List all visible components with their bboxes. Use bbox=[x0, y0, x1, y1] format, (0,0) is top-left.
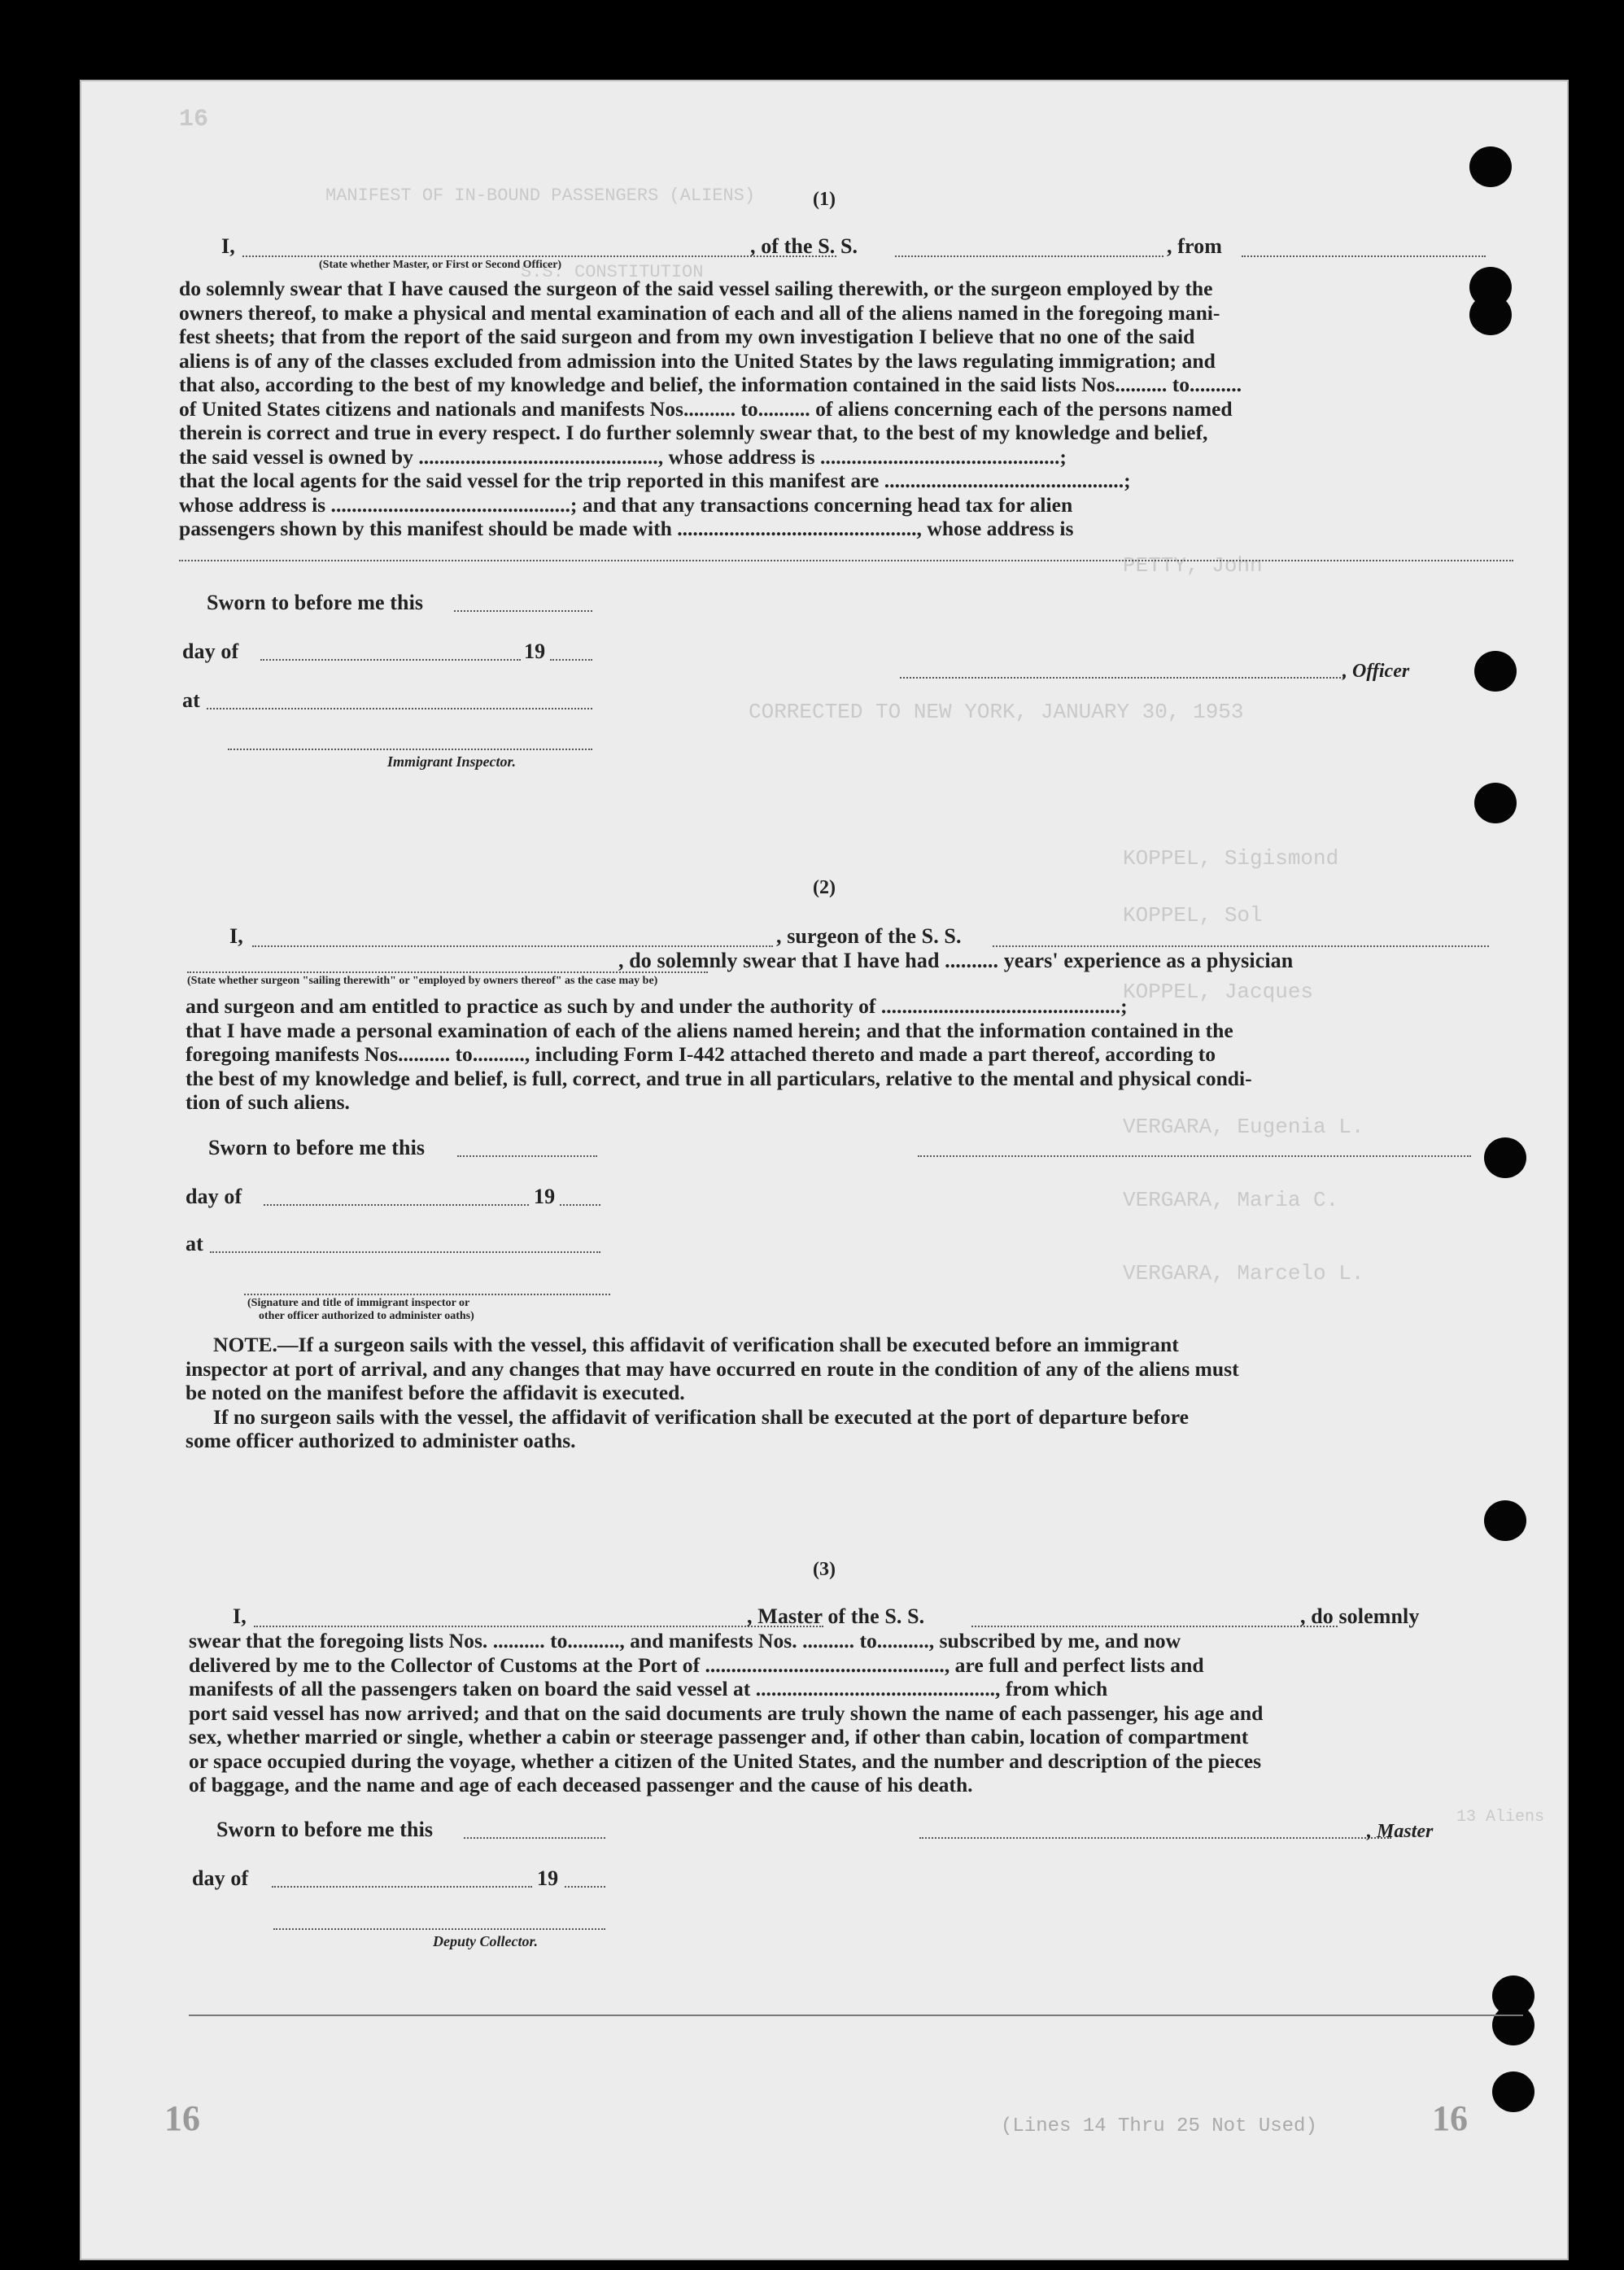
punch-hole bbox=[1484, 1500, 1526, 1541]
day-field-3[interactable] bbox=[272, 1886, 532, 1888]
oath-1-vessel-label: , of the S. S. bbox=[750, 234, 858, 258]
sworn-label-3: Sworn to before me this bbox=[216, 1818, 434, 1841]
section-2-number: (2) bbox=[813, 877, 836, 898]
year-field-2[interactable] bbox=[560, 1204, 600, 1206]
bleed-entry: KOPPEL, Jacques bbox=[1123, 980, 1314, 1004]
bleed-entry: KOPPEL, Sigismond bbox=[1123, 846, 1339, 871]
signature-caption-line-2: other officer authorized to administer oaths) bbox=[259, 1310, 474, 1322]
at-field-2[interactable] bbox=[210, 1251, 600, 1253]
punch-hole bbox=[1474, 783, 1517, 823]
master-signature-field[interactable] bbox=[919, 1837, 1391, 1839]
sworn-date-field-3[interactable] bbox=[464, 1837, 605, 1839]
punch-hole bbox=[1469, 146, 1512, 187]
punch-hole bbox=[1492, 2005, 1535, 2045]
sworn-date-field-2[interactable] bbox=[457, 1155, 597, 1157]
year-label-2: 19 bbox=[534, 1185, 556, 1208]
manifest-page bbox=[80, 80, 1569, 2260]
officer-caption: (State whether Master, or First or Second Officer) bbox=[319, 259, 562, 271]
sworn-label-1: Sworn to before me this bbox=[207, 591, 424, 614]
year-label-3: 19 bbox=[537, 1866, 559, 1890]
page-number-bottom-right: 16 bbox=[1432, 2098, 1468, 2138]
punch-hole bbox=[1474, 651, 1517, 692]
bleed-header: MANIFEST OF IN-BOUND PASSENGERS (ALIENS) bbox=[325, 186, 756, 206]
bottom-rule bbox=[189, 2015, 1523, 2016]
authorized-officer-signature-field[interactable] bbox=[244, 1294, 610, 1295]
oath-3-vessel-label: , Master of the S. S. bbox=[747, 1604, 925, 1628]
punch-hole bbox=[1484, 1137, 1526, 1178]
page-number-bottom-left: 16 bbox=[164, 2098, 200, 2138]
oath-2-experience: , do solemnly swear that I have had .......... years' experience as a physician bbox=[618, 949, 1294, 972]
oath-2-body: and surgeon and am entitled to practice as such by and under the authority of ..............................................; that I have made a personal examination of each of the aliens named herein; and that the information contained in the foregoing manifests Nos.......... to.........., including Form I-442 attached thereto and made a part thereof, according to the best of my knowledge and belief, is full, correct, and true in all particulars, relative to the mental and physical condi- tion of such aliens. bbox=[186, 994, 1252, 1114]
day-field-1[interactable] bbox=[260, 659, 521, 661]
surgeon-name-field[interactable] bbox=[252, 945, 773, 947]
oath-3-prefix: I, bbox=[233, 1604, 247, 1628]
oath-3-solemnly-label: , do solemnly bbox=[1300, 1604, 1420, 1628]
note-text: NOTE.—If a surgeon sails with the vessel, this affidavit of verification shall be executed before an immigrant inspector at port of arrival, and any changes that may have occurred en route in the condition of any of the aliens must be noted on the manifest before the affidavit is executed. If no surgeon sails with the vessel, the affidavit of verification shall be executed at the port of departure before some officer authorized to administer oaths. bbox=[186, 1333, 1239, 1452]
officer-name-field[interactable] bbox=[242, 255, 836, 257]
year-field-3[interactable] bbox=[565, 1886, 605, 1888]
day-of-label-2: day of bbox=[186, 1185, 242, 1208]
bleed-entry: VERGARA, Maria C. bbox=[1123, 1188, 1339, 1212]
oath-2-prefix: I, bbox=[229, 924, 243, 948]
master-label: , Master bbox=[1367, 1821, 1434, 1842]
at-label-1: at bbox=[182, 688, 200, 712]
collector-signature-field[interactable] bbox=[273, 1928, 605, 1930]
signature-caption-line-1: (Signature and title of immigrant inspector or bbox=[247, 1297, 470, 1309]
oath-2-vessel-label: , surgeon of the S. S. bbox=[776, 924, 962, 948]
inspector-caption: Immigrant Inspector. bbox=[387, 753, 517, 770]
bleed-bottom-note: (Lines 14 Thru 25 Not Used) bbox=[1001, 2115, 1317, 2137]
at-label-2: at bbox=[186, 1232, 203, 1255]
oath-1-body: do solemnly swear that I have caused the surgeon of the said vessel sailing therewith, or the surgeon employed by the owners thereof, to make a physical and mental examination of each and all of the aliens named in the foregoing mani- fest sheets; that from the report of the said surgeon and from my own investigation I believe that no one of the said aliens is of any of the classes excluded from admission into the United States by the laws regulating immigration; and that also, according to the best of my knowledge and belief, the information contained in the said lists Nos.......... to.......... of United States citizens and nationals and manifests Nos.......... to.......... of aliens concerning each of the persons named therein is correct and true in every respect. I do further solemnly swear that, to the best of my knowledge and belief, the said vessel is owned by .............................................., whose address is ..............................................; that the local agents for the said vessel for the trip reported in this manifest are ..............................................; whose address is ..............................................; and that any transactions concerning head tax for alien passengers shown by this manifest should be made with .............................................., whose address is bbox=[179, 277, 1242, 540]
surgeon-caption: (State whether surgeon "sailing therewith" or "employed by owners thereof" as the case may be) bbox=[187, 975, 658, 987]
collector-caption: Deputy Collector. bbox=[433, 1933, 538, 1949]
surgeon-signature-field[interactable] bbox=[918, 1155, 1471, 1157]
bleed-entry: KOPPEL, Sol bbox=[1123, 903, 1263, 928]
section-1-number: (1) bbox=[813, 189, 836, 210]
year-label-1: 19 bbox=[524, 640, 546, 663]
oath-3-body: swear that the foregoing lists Nos. .......... to.........., and manifests Nos. .......... to.........., subscribed by me, and now delivered by me to the Collector of Customs at the Port of .............................................., are full and perfect lists and manifests of all the passengers taken on board the said vessel at .............................................., from which port said vessel has now arrived; and that on the said documents are truly shown the name of each passenger, his age and sex, whether married or single, whether a cabin or steerage passenger and, if other than cabin, location of compartment or space occupied during the voyage, whether a citizen of the United States, and the number and description of the pieces of baggage, and the name and age of each deceased passenger and the cause of his death. bbox=[189, 1629, 1264, 1796]
from-field[interactable] bbox=[1242, 255, 1486, 257]
day-of-label-1: day of bbox=[182, 640, 239, 663]
sworn-date-field-1[interactable] bbox=[454, 610, 592, 612]
master-name-field[interactable] bbox=[254, 1626, 823, 1627]
day-of-label-3: day of bbox=[192, 1866, 249, 1890]
day-field-2[interactable] bbox=[264, 1204, 529, 1206]
head-tax-address-field[interactable] bbox=[179, 560, 1513, 561]
at-field-1[interactable] bbox=[207, 708, 592, 709]
oath-1-prefix: I, bbox=[221, 234, 235, 258]
master-vessel-field[interactable] bbox=[971, 1626, 1338, 1627]
year-field-1[interactable] bbox=[550, 659, 592, 661]
bleed-entry: PETTY, John bbox=[1123, 553, 1263, 578]
officer-signature-field[interactable] bbox=[900, 677, 1344, 679]
sworn-label-2: Sworn to before me this bbox=[208, 1136, 426, 1159]
oath-1-from-label: , from bbox=[1167, 234, 1222, 258]
inspector-signature-field[interactable] bbox=[228, 749, 592, 750]
bleed-entry: CORRECTED TO NEW YORK, JANUARY 30, 1953 bbox=[749, 700, 1244, 724]
surgeon-vessel-field[interactable] bbox=[993, 945, 1489, 947]
vessel-field[interactable] bbox=[895, 255, 1163, 257]
bleed-entry: VERGARA, Eugenia L. bbox=[1123, 1115, 1364, 1139]
officer-label: , Officer bbox=[1342, 661, 1410, 682]
bleed-alien-count: 13 Aliens bbox=[1456, 1808, 1545, 1827]
section-3-number: (3) bbox=[813, 1559, 836, 1580]
bleed-entry: VERGARA, Marcelo L. bbox=[1123, 1261, 1364, 1286]
bleed-ship: S.S. CONSTITUTION bbox=[521, 262, 704, 282]
punch-hole bbox=[1492, 2071, 1535, 2112]
bleed-page-number: 16 bbox=[179, 106, 209, 133]
